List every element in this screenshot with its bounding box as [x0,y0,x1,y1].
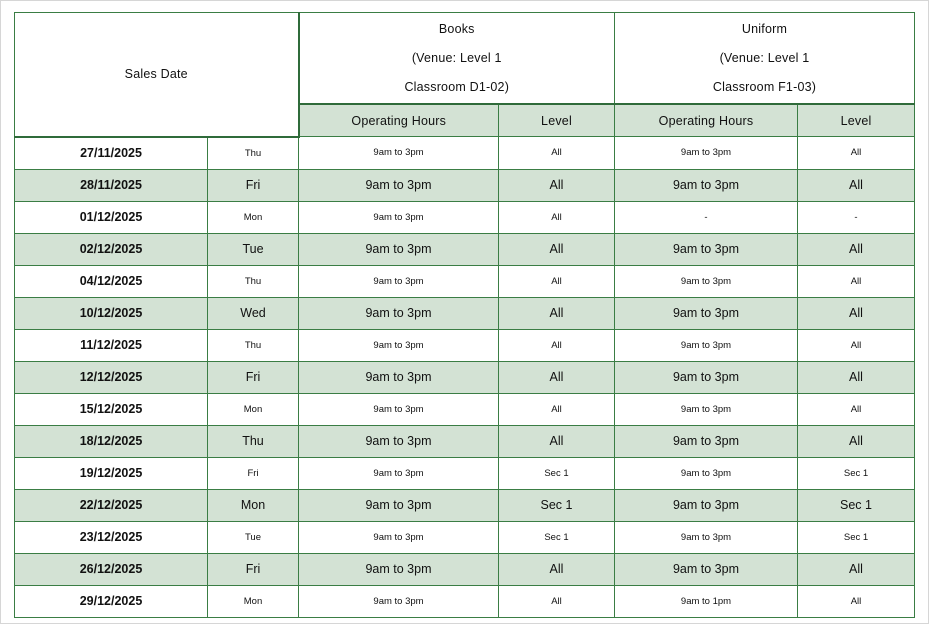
uniform-operating-hours-header: Operating Hours [615,104,798,137]
uniform-hours-cell: 9am to 3pm [615,553,798,585]
books-level-cell: All [499,585,615,617]
sales-date-cell: 22/12/2025 [15,489,208,521]
uniform-level-cell: Sec 1 [798,489,915,521]
books-level-cell: All [499,553,615,585]
sales-date-header: Sales Date [15,13,299,137]
books-level-cell: All [499,361,615,393]
sales-date-cell: 26/12/2025 [15,553,208,585]
day-cell: Thu [208,137,299,170]
day-cell: Fri [208,553,299,585]
books-hours-cell: 9am to 3pm [299,169,499,201]
books-hours-cell: 9am to 3pm [299,457,499,489]
books-hours-cell: 9am to 3pm [299,393,499,425]
uniform-level-cell: All [798,297,915,329]
books-hours-cell: 9am to 3pm [299,489,499,521]
books-level-cell: All [499,393,615,425]
books-title: Books [438,21,475,36]
table-row [15,585,915,617]
uniform-level-cell: All [798,329,915,361]
uniform-level-cell: All [798,585,915,617]
books-level-cell: All [499,169,615,201]
uniform-level-cell: - [798,201,915,233]
sales-date-cell: 10/12/2025 [15,297,208,329]
sales-date-cell: 12/12/2025 [15,361,208,393]
uniform-level-cell: All [798,169,915,201]
books-hours-cell: 9am to 3pm [299,521,499,553]
sales-date-cell: 18/12/2025 [15,425,208,457]
sales-date-cell: 29/12/2025 [15,585,208,617]
day-cell: Wed [208,297,299,329]
uniform-hours-cell: 9am to 1pm [615,585,798,617]
uniform-hours-cell: 9am to 3pm [615,361,798,393]
table-row [15,457,915,489]
uniform-level-cell: All [798,137,915,170]
sales-date-cell: 28/11/2025 [15,169,208,201]
day-cell: Mon [208,489,299,521]
books-level-cell: Sec 1 [499,457,615,489]
sales-date-cell: 15/12/2025 [15,393,208,425]
uniform-hours-cell: 9am to 3pm [615,425,798,457]
books-level-cell: All [499,265,615,297]
books-hours-cell: 9am to 3pm [299,297,499,329]
sales-date-cell: 04/12/2025 [15,265,208,297]
uniform-level-cell: All [798,265,915,297]
uniform-hours-cell: 9am to 3pm [615,265,798,297]
uniform-level-cell: All [798,553,915,585]
sales-date-cell: 23/12/2025 [15,521,208,553]
uniform-hours-cell: 9am to 3pm [615,457,798,489]
uniform-hours-cell: 9am to 3pm [615,169,798,201]
uniform-hours-cell: - [615,201,798,233]
sales-date-cell: 02/12/2025 [15,233,208,265]
uniform-level-cell: Sec 1 [798,521,915,553]
day-cell: Mon [208,393,299,425]
day-cell: Mon [208,585,299,617]
table-row [15,489,915,521]
uniform-level-cell: All [798,425,915,457]
uniform-level-cell: All [798,361,915,393]
books-level-cell: All [499,201,615,233]
uniform-hours-cell: 9am to 3pm [615,297,798,329]
day-cell: Tue [208,233,299,265]
books-hours-cell: 9am to 3pm [299,585,499,617]
table-row [15,265,915,297]
uniform-hours-cell: 9am to 3pm [615,233,798,265]
table-row [15,233,915,265]
books-level-cell: Sec 1 [499,489,615,521]
books-hours-cell: 9am to 3pm [299,233,499,265]
uniform-hours-cell: 9am to 3pm [615,521,798,553]
books-hours-cell: 9am to 3pm [299,425,499,457]
day-cell: Fri [208,169,299,201]
books-hours-cell: 9am to 3pm [299,265,499,297]
uniform-level-cell: Sec 1 [798,457,915,489]
day-cell: Mon [208,201,299,233]
uniform-title: Uniform [741,21,788,36]
books-hours-cell: 9am to 3pm [299,329,499,361]
uniform-level-cell: All [798,393,915,425]
books-operating-hours-header: Operating Hours [299,104,499,137]
uniform-hours-cell: 9am to 3pm [615,393,798,425]
table-row [15,137,915,170]
table-row [15,201,915,233]
sales-date-cell: 27/11/2025 [15,137,208,170]
books-level-cell: All [499,137,615,170]
day-cell: Tue [208,521,299,553]
table-row [15,361,915,393]
table-row [15,425,915,457]
books-level-cell: Sec 1 [499,521,615,553]
table-row [15,393,915,425]
table-row [15,169,915,201]
books-level-header: Level [499,104,615,137]
uniform-venue-line1: (Venue: Level 1 [719,50,810,65]
day-cell: Thu [208,425,299,457]
uniform-header [615,13,915,105]
table-row [15,553,915,585]
day-cell: Thu [208,329,299,361]
books-level-cell: All [499,297,615,329]
books-venue-line1: (Venue: Level 1 [411,50,502,65]
table-row [15,297,915,329]
sales-schedule-table [14,12,915,618]
books-hours-cell: 9am to 3pm [299,137,499,170]
sales-date-cell: 11/12/2025 [15,329,208,361]
books-hours-cell: 9am to 3pm [299,201,499,233]
uniform-level-cell: All [798,233,915,265]
books-level-cell: All [499,233,615,265]
books-level-cell: All [499,425,615,457]
uniform-venue-line2: Classroom F1-03) [712,79,817,94]
books-hours-cell: 9am to 3pm [299,361,499,393]
day-cell: Thu [208,265,299,297]
uniform-hours-cell: 9am to 3pm [615,329,798,361]
table-row [15,521,915,553]
day-cell: Fri [208,361,299,393]
books-header [299,13,615,105]
books-venue-line2: Classroom D1-02) [404,79,510,94]
sales-date-cell: 19/12/2025 [15,457,208,489]
sales-date-cell: 01/12/2025 [15,201,208,233]
uniform-level-header: Level [798,104,915,137]
uniform-hours-cell: 9am to 3pm [615,137,798,170]
books-level-cell: All [499,329,615,361]
uniform-hours-cell: 9am to 3pm [615,489,798,521]
table-row [15,329,915,361]
books-hours-cell: 9am to 3pm [299,553,499,585]
day-cell: Fri [208,457,299,489]
